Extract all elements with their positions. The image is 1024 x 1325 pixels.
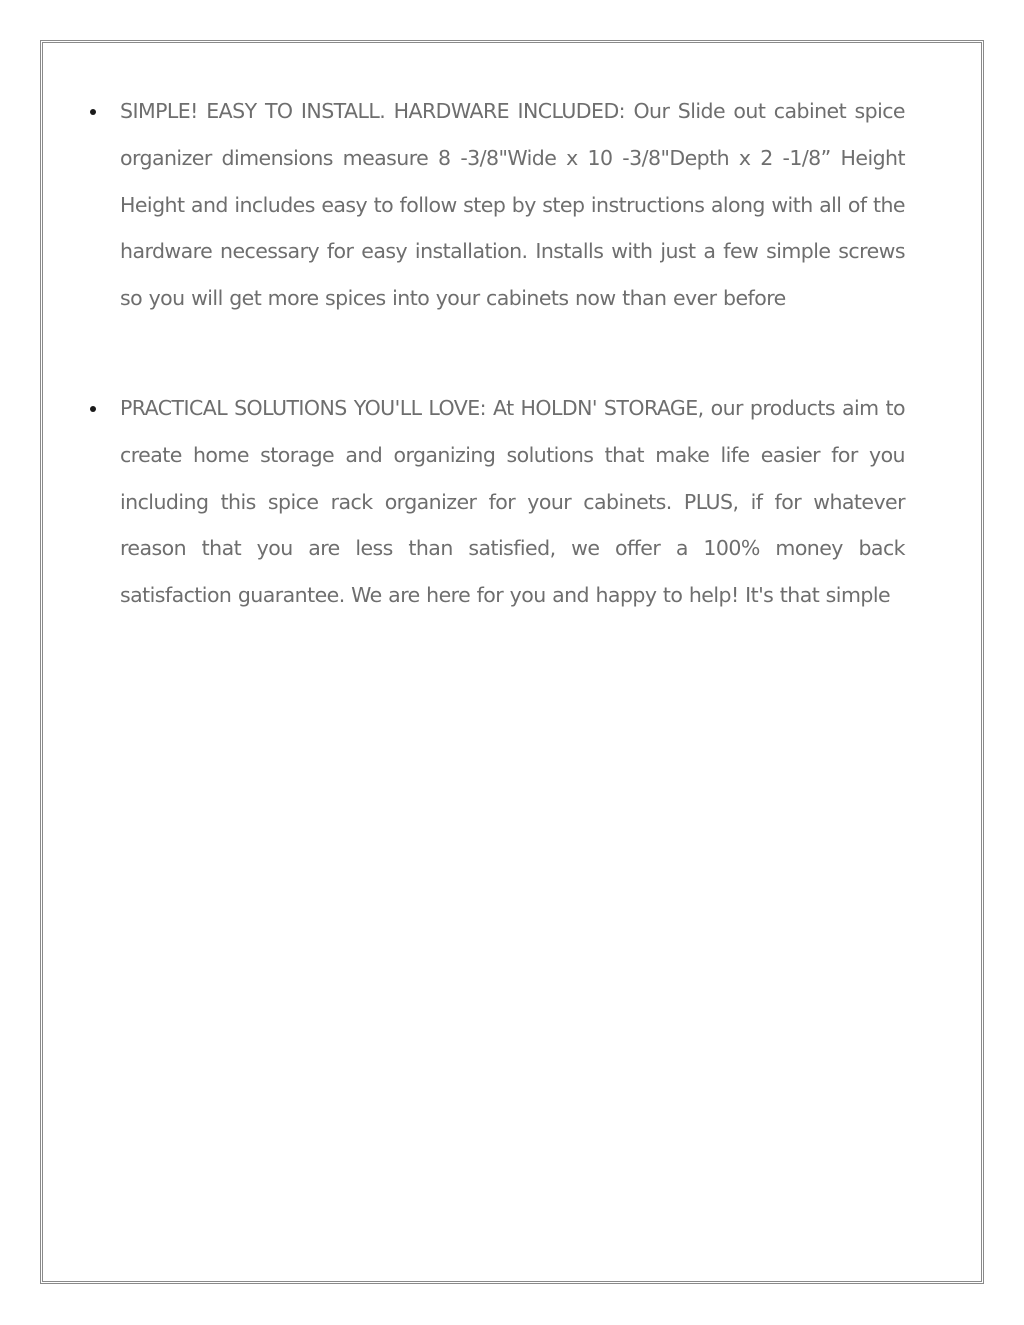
list-item bbox=[80, 88, 905, 322]
bullet-dot-icon bbox=[90, 109, 96, 115]
bullet-dot-icon bbox=[90, 406, 96, 412]
bullet-list bbox=[80, 88, 905, 682]
bullet-text: SIMPLE! EASY TO INSTALL. HARDWARE INCLUDED: Our Slide out cabinet spice organizer dimensions measure 8 -3/8"Wide x 10 -3/8"Depth x 2 -1/8” Height Height and includes easy to follow step by step instructions along with all of the hardware necessary for easy installation. Installs with just a few simple screws so you will get more spices into your cabinets now than ever before bbox=[120, 99, 905, 311]
bullet-text: PRACTICAL SOLUTIONS YOU'LL LOVE: At HOLDN' STORAGE, our products aim to create home storage and organizing solutions that make life easier for you including this spice rack organizer for your cabinets. PLUS, if for whatever reason that you are less than satisfied, we offer a 100% money back satisfaction guarantee. We are here for you and happy to help! It's that simple bbox=[120, 395, 905, 608]
list-item bbox=[80, 385, 905, 619]
